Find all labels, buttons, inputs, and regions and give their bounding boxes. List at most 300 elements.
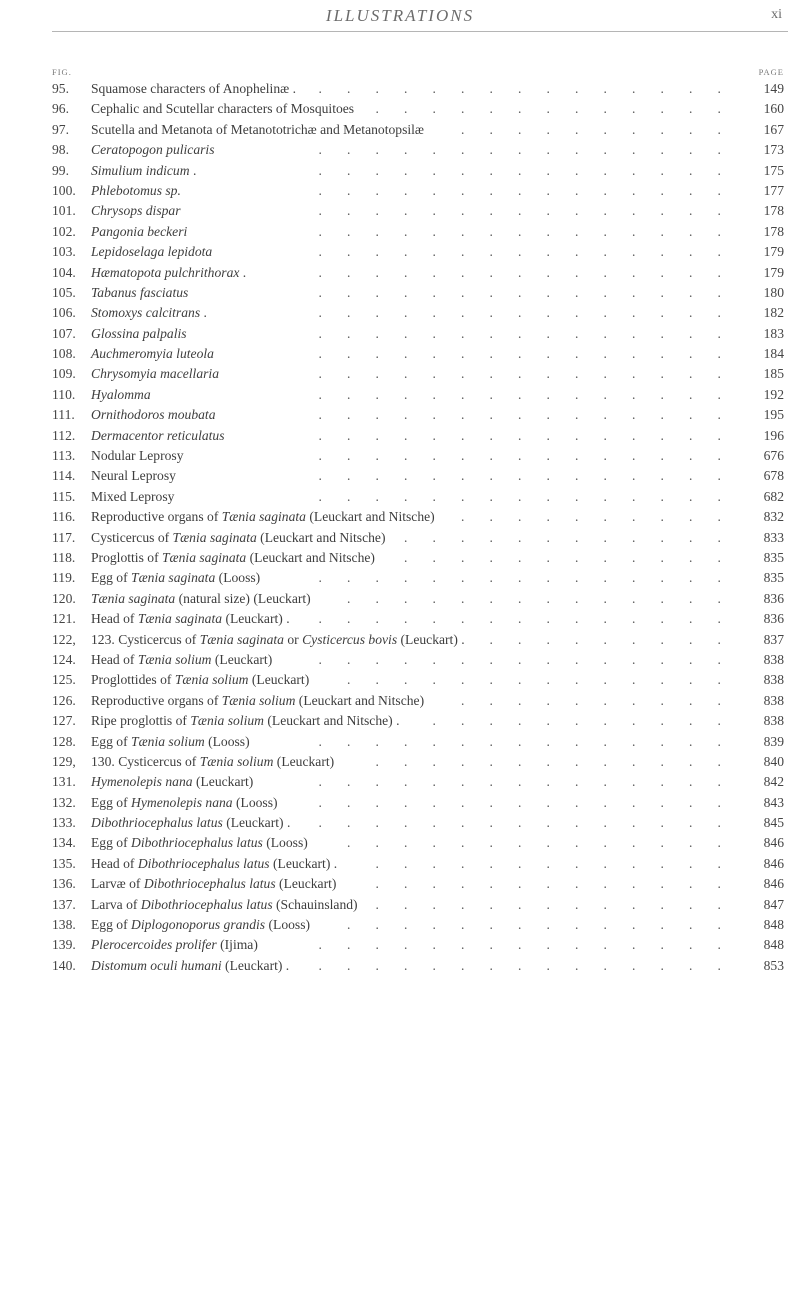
page-number: 179 [763, 244, 784, 260]
caption-part: (Leuckart) [275, 876, 337, 892]
list-item [0, 691, 800, 711]
list-item [0, 507, 800, 527]
figure-caption [91, 487, 174, 507]
running-title: ILLUSTRATIONS [325, 6, 475, 25]
figure-number: 102. [52, 223, 76, 239]
list-item [0, 222, 800, 242]
figure-number: 98. [52, 142, 69, 158]
list-item [0, 487, 800, 507]
figure-caption [91, 120, 424, 140]
caption-part: Ripe proglottis of [91, 713, 191, 729]
caption-italic-part: Phlebotomus sp. [91, 182, 181, 198]
dot-leader: .............. [347, 590, 746, 606]
figure-number: 139. [52, 937, 76, 953]
caption-italic-part: Hyalomma [91, 386, 151, 402]
figure-number: 101. [52, 203, 76, 219]
figure-number: 104. [52, 264, 76, 280]
dot-leader: .......... [461, 121, 746, 137]
dot-leader: ............... [318, 325, 746, 341]
page-number: 838 [763, 672, 784, 688]
running-head [0, 6, 800, 30]
caption-italic-part: Tænia saginata [137, 611, 223, 627]
figure-number: 105. [52, 284, 76, 300]
page-number: 180 [763, 284, 784, 300]
figure-number: 95. [52, 81, 69, 96]
page-number: 185 [763, 366, 784, 382]
figure-caption [91, 854, 337, 874]
figure-caption [91, 222, 187, 242]
dot-leader: ............... [318, 305, 746, 321]
figure-caption [91, 650, 272, 670]
list-item [0, 528, 800, 548]
list-item [0, 670, 800, 690]
figure-number: 140. [52, 957, 76, 973]
dot-leader: ............. [375, 753, 746, 769]
figure-number: 108. [52, 346, 76, 362]
dot-leader: ............... [318, 244, 746, 260]
figure-number: 122, [52, 631, 76, 647]
caption-italic-part: Ceratopogon pulicaris [91, 142, 215, 158]
fig-column-label: FIG. [52, 67, 72, 77]
caption-part: (Leuckart and Nitsche) [246, 549, 375, 565]
caption-part: Egg of [91, 917, 132, 933]
dot-leader: ............... [318, 957, 746, 973]
caption-italic-part: Tænia solium [131, 733, 205, 749]
figure-caption [91, 99, 354, 119]
figure-number: 124. [52, 651, 76, 667]
caption-part: (Leuckart and Nitsche) [295, 692, 425, 708]
caption-italic-part: Tænia saginata [221, 509, 306, 525]
list-item [0, 548, 800, 568]
figure-number: 107. [52, 325, 76, 341]
caption-part: (Schauinsland) [272, 896, 358, 912]
caption-italic-part: Tænia solium [174, 672, 249, 688]
list-item [0, 630, 800, 650]
caption-italic-part: Hæmatopota pulchrithorax [91, 264, 240, 280]
list-item [0, 915, 800, 935]
figure-number: 120. [52, 590, 76, 606]
list-item [0, 426, 800, 446]
page-number: 167 [763, 121, 784, 137]
figure-number: 106. [52, 305, 76, 321]
page-number: 846 [763, 855, 784, 871]
dot-leader: ............... [318, 427, 746, 443]
figure-caption [91, 956, 289, 976]
list-item [0, 181, 800, 201]
page-number: 149 [763, 81, 784, 96]
caption-part: . [200, 305, 207, 321]
caption-part: 123. Cysticercus of [91, 631, 200, 647]
figure-caption [91, 201, 181, 221]
dot-leader: ............... [318, 284, 746, 300]
figure-number: 138. [52, 917, 76, 933]
caption-italic-part: Dibothriocephalus latus [91, 815, 223, 831]
dot-leader: .............. [347, 917, 746, 933]
list-item [0, 772, 800, 792]
page-number: 845 [763, 815, 784, 831]
caption-italic-part: Lepidoselaga lepidota [91, 244, 213, 260]
dot-leader: ......... [489, 631, 746, 647]
illustrations-list [0, 79, 800, 976]
dot-leader: ............... [318, 407, 746, 423]
page-number: 178 [763, 223, 784, 239]
dot-leader: ........... [432, 713, 746, 729]
caption-part: (Leuckart) . [221, 957, 290, 973]
figure-caption [91, 466, 176, 486]
caption-part: . [239, 264, 247, 280]
dot-leader: ............... [318, 448, 746, 464]
list-item [0, 833, 800, 853]
caption-part: 130. Cysticercus of [91, 753, 200, 769]
figure-number: 115. [52, 488, 76, 504]
figure-caption [91, 915, 310, 935]
page-number: 177 [763, 182, 784, 198]
figure-number: 114. [52, 468, 76, 484]
dot-leader: ............... [318, 182, 746, 198]
figure-number: 135. [52, 855, 76, 871]
caption-italic-part: Diplogonoporus grandis [131, 917, 266, 933]
page-number: 192 [763, 386, 784, 402]
figure-caption [91, 874, 336, 894]
caption-part: Proglottides of [91, 672, 175, 688]
dot-leader: ............. [375, 896, 746, 912]
dot-leader: .............. [347, 672, 746, 688]
page-number: 184 [763, 346, 784, 362]
page-number: 836 [763, 590, 784, 606]
dot-leader: ............... [318, 468, 746, 484]
list-item [0, 793, 800, 813]
dot-leader: ............ [404, 529, 746, 545]
list-item [0, 385, 800, 405]
page-number: 836 [763, 611, 784, 627]
dot-leader: ............... [318, 570, 746, 586]
figure-caption [91, 589, 311, 609]
figure-caption [91, 895, 358, 915]
caption-part: (Looss) [215, 570, 261, 586]
page-number: 160 [763, 101, 784, 117]
caption-part: or [283, 631, 303, 647]
caption-italic-part: Auchmeromyia luteola [91, 346, 214, 362]
dot-leader: .......... [461, 692, 746, 708]
caption-part: (Looss) [265, 917, 311, 933]
figure-number: 109. [52, 366, 76, 382]
caption-part: Head of [91, 855, 138, 871]
list-item [0, 364, 800, 384]
dot-leader: ............... [318, 733, 746, 749]
figure-number: 126. [52, 692, 76, 708]
list-item [0, 140, 800, 160]
caption-italic-part: Simulium indicum [91, 162, 190, 178]
figure-caption [91, 772, 253, 792]
dot-leader: ............... [318, 651, 746, 667]
caption-part: (Leuckart) [192, 774, 254, 790]
caption-part: (Leuckart) . [269, 855, 338, 871]
page-number: 175 [763, 162, 784, 178]
caption-italic-part: Tænia saginata [162, 549, 247, 565]
dot-leader: ............... [318, 81, 746, 96]
caption-italic-part: Tænia solium [199, 753, 274, 769]
page-number: 195 [763, 407, 784, 423]
page-number: 838 [763, 651, 784, 667]
caption-italic-part: Tænia saginata [91, 590, 176, 606]
caption-italic-part: Chrysomyia macellaria [91, 366, 219, 382]
page-number: 179 [763, 264, 784, 280]
caption-part: Egg of [91, 570, 132, 586]
figure-number: 132. [52, 794, 76, 810]
list-item [0, 956, 800, 976]
figure-number: 127. [52, 713, 76, 729]
figure-caption [91, 161, 196, 181]
dot-leader: ............... [318, 937, 746, 953]
figure-caption [91, 385, 151, 405]
caption-part: (Looss) [232, 794, 278, 810]
dot-leader: ............... [318, 774, 746, 790]
caption-italic-part: Pangonia beckeri [91, 223, 188, 239]
caption-part: . [189, 162, 197, 178]
page-number: 838 [763, 692, 784, 708]
caption-part: (Ijima) [216, 937, 258, 953]
figure-number: 103. [52, 244, 76, 260]
page-number: 832 [763, 509, 784, 525]
dot-leader: ............... [318, 611, 746, 627]
caption-part: Larvæ of [91, 876, 144, 892]
figure-caption [91, 446, 184, 466]
caption-part: Squamose characters of Anophelinæ . [91, 81, 296, 96]
page-number: 847 [763, 896, 784, 912]
dot-leader: ............. [375, 101, 746, 117]
page-number: 839 [763, 733, 784, 749]
caption-part: Reproductive organs of [91, 692, 222, 708]
page-number: 838 [763, 713, 784, 729]
figure-caption [91, 548, 375, 568]
page-number: 178 [763, 203, 784, 219]
caption-italic-part: Tænia saginata [131, 570, 216, 586]
dot-leader: ............... [318, 488, 746, 504]
caption-italic-part: Glossina palpalis [91, 325, 187, 341]
list-item [0, 466, 800, 486]
caption-italic-part: Stomoxys calcitrans [91, 305, 201, 321]
page-number: 853 [763, 957, 784, 973]
dot-leader: ............... [318, 223, 746, 239]
caption-italic-part: Tænia solium [221, 692, 296, 708]
dot-leader: ............... [318, 815, 746, 831]
list-item [0, 446, 800, 466]
list-item [0, 813, 800, 833]
figure-caption [91, 324, 187, 344]
list-item [0, 568, 800, 588]
caption-part: Head of [91, 651, 138, 667]
dot-leader: ............... [318, 162, 746, 178]
caption-part: Egg of [91, 733, 132, 749]
figure-number: 119. [52, 570, 76, 586]
figure-number: 110. [52, 386, 76, 402]
caption-italic-part: Ornithodoros moubata [91, 407, 216, 423]
dot-leader: ............... [318, 386, 746, 402]
caption-italic-part: Hymenolepis nana [131, 794, 233, 810]
figure-number: 97. [52, 121, 69, 137]
caption-part: Proglottis of [91, 549, 162, 565]
caption-italic-part: Dibothriocephalus latus [140, 896, 273, 912]
list-item [0, 283, 800, 303]
dot-leader: ............. [375, 876, 746, 892]
figure-caption [91, 609, 290, 629]
dot-leader: ............... [318, 366, 746, 382]
caption-part: Neural Leprosy [91, 468, 176, 484]
caption-part: (natural size) (Leuckart) [175, 590, 311, 606]
page-number: 835 [763, 549, 784, 565]
list-item [0, 120, 800, 140]
caption-italic-part: Cysticercus bovis [302, 631, 398, 647]
figure-number: 129, [52, 753, 76, 769]
figure-caption [91, 364, 219, 384]
figure-number: 100. [52, 182, 76, 198]
caption-part: (Looss) [204, 733, 250, 749]
figure-number: 137. [52, 896, 76, 912]
page-number: 848 [763, 937, 784, 953]
figure-caption [91, 935, 258, 955]
dot-leader: ............... [318, 203, 746, 219]
caption-part: (Leuckart and Nitsche) [305, 509, 435, 525]
caption-part: Mixed Leprosy [91, 488, 175, 504]
list-item [0, 79, 800, 99]
dot-leader: ............. [375, 855, 746, 871]
caption-part: (Leuckart) [273, 753, 335, 769]
caption-part: (Leuckart and Nitsche) . [263, 713, 400, 729]
figure-caption [91, 405, 216, 425]
list-item [0, 263, 800, 283]
figure-caption [91, 263, 246, 283]
dot-leader: ............... [318, 142, 746, 158]
figure-number: 131. [52, 774, 76, 790]
caption-part: (Leuckart) [211, 651, 273, 667]
figure-number: 113. [52, 448, 76, 464]
figure-number: 112. [52, 427, 76, 443]
page-number: 183 [763, 325, 784, 341]
dot-leader: .......... [461, 509, 746, 525]
list-item [0, 609, 800, 629]
page-number: 676 [763, 448, 784, 464]
figure-caption [91, 793, 278, 813]
figure-caption [91, 528, 385, 548]
list-item [0, 895, 800, 915]
caption-part: Reproductive organs of [91, 509, 222, 525]
caption-part: Head of [91, 611, 138, 627]
caption-part: Egg of [91, 835, 132, 851]
figure-caption [91, 303, 207, 323]
caption-italic-part: Tabanus fasciatus [91, 284, 189, 300]
dot-leader: ............ [404, 549, 746, 565]
figure-caption [91, 568, 260, 588]
figure-number: 125. [52, 672, 76, 688]
caption-italic-part: Tænia solium [137, 651, 212, 667]
list-item [0, 344, 800, 364]
figure-caption [91, 711, 399, 731]
figure-caption [91, 344, 214, 364]
figure-caption [91, 426, 225, 446]
figure-number: 133. [52, 815, 76, 831]
list-item [0, 874, 800, 894]
dot-leader: .............. [347, 835, 746, 851]
caption-italic-part: Chrysops dispar [91, 203, 181, 219]
list-item [0, 303, 800, 323]
figure-caption [91, 833, 308, 853]
list-item [0, 650, 800, 670]
page-number: 848 [763, 917, 784, 933]
figure-number: 128. [52, 733, 76, 749]
caption-italic-part: Tænia saginata [172, 529, 257, 545]
page-number: 173 [763, 142, 784, 158]
dot-leader: ............... [318, 794, 746, 810]
caption-part: Cephalic and Scutellar characters of Mosquitoes [91, 101, 355, 117]
list-item [0, 589, 800, 609]
figure-caption [91, 283, 188, 303]
caption-part: (Looss) [262, 835, 308, 851]
list-item [0, 242, 800, 262]
caption-part: (Leuckart) . [222, 611, 290, 627]
list-item [0, 99, 800, 119]
page-number: 682 [763, 488, 784, 504]
figure-caption [91, 813, 290, 833]
caption-part: (Leuckart and Nitsche) [256, 529, 386, 545]
list-item [0, 711, 800, 731]
list-item [0, 752, 800, 772]
caption-part: Scutella and Metanota of Metanototrichæ and Metanotopsilæ [91, 121, 424, 137]
caption-italic-part: Tænia solium [190, 713, 264, 729]
caption-part: Cysticercus of [91, 529, 173, 545]
figure-caption [91, 732, 250, 752]
list-item [0, 854, 800, 874]
list-item [0, 732, 800, 752]
caption-italic-part: Dermacentor reticulatus [91, 427, 225, 443]
figure-caption [91, 140, 214, 160]
figure-number: 136. [52, 876, 76, 892]
page-number: 842 [763, 774, 784, 790]
caption-part: Larva of [91, 896, 141, 912]
figure-number: 134. [52, 835, 76, 851]
figure-caption [91, 752, 334, 772]
caption-italic-part: Dibothriocephalus latus [137, 855, 270, 871]
caption-italic-part: Distomum oculi humani [91, 957, 222, 973]
figure-caption [91, 79, 296, 99]
page-number: 678 [763, 468, 784, 484]
list-item [0, 935, 800, 955]
figure-caption [91, 670, 309, 690]
figure-caption [91, 691, 424, 711]
folio-page-number: xi [771, 7, 782, 22]
page-number: 835 [763, 570, 784, 586]
list-item [0, 324, 800, 344]
list-item [0, 161, 800, 181]
page-number: 196 [763, 427, 784, 443]
caption-part: Nodular Leprosy [91, 448, 184, 464]
caption-italic-part: Hymenolepis nana [91, 774, 193, 790]
figure-number: 117. [52, 529, 76, 545]
page-number: 840 [763, 753, 784, 769]
caption-part: (Leuckart) . [222, 815, 291, 831]
caption-italic-part: Dibothriocephalus latus [131, 835, 263, 851]
figure-number: 99. [52, 162, 69, 178]
figure-caption [91, 242, 212, 262]
page-number: 843 [763, 794, 784, 810]
page-number: 182 [763, 305, 784, 321]
figure-caption [91, 507, 435, 527]
header-rule [52, 31, 788, 32]
caption-part: Egg of [91, 794, 132, 810]
caption-italic-part: Dibothriocephalus latus [143, 876, 276, 892]
figure-caption [91, 630, 465, 650]
figure-number: 121. [52, 611, 76, 627]
list-item [0, 405, 800, 425]
